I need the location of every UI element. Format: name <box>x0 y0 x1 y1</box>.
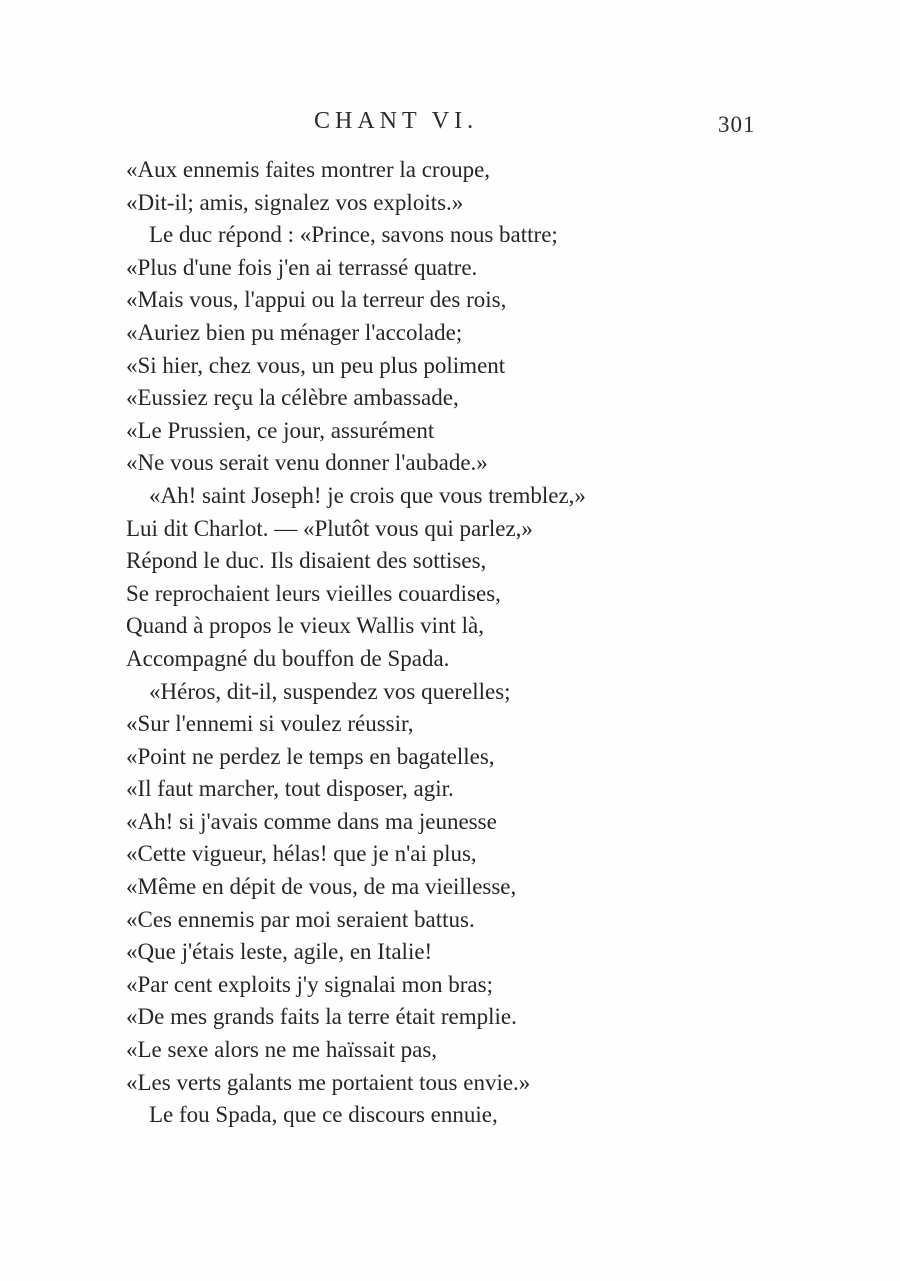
verse-line: «Aux ennemis faites montrer la croupe, <box>126 157 491 182</box>
verse-line: «Même en dépit de vous, de ma vieillesse, <box>126 874 517 900</box>
verse-line: «Plus d'une fois j'en ai terrassé quatre. <box>126 254 478 280</box>
verse-line: «Ah! si j'avais comme dans ma jeunesse <box>126 808 497 834</box>
verse-block <box>126 154 766 1132</box>
verse-line: Le duc répond : «Prince, savons nous battre; <box>149 222 558 248</box>
verse-line: «Ne vous serait venu donner l'aubade.» <box>126 450 488 476</box>
verse-line: «Cette vigueur, hélas! que je n'ai plus, <box>126 841 477 867</box>
verse-line: «Le Prussien, ce jour, assurément <box>126 417 435 443</box>
verse-line: «Auriez bien pu ménager l'accolade; <box>126 319 463 345</box>
verse-line: «Si hier, chez vous, un peu plus poliment <box>126 352 506 378</box>
verse-line: «Ah! saint Joseph! je crois que vous tremblez,» <box>149 482 586 508</box>
verse-line: «Par cent exploits j'y signalai mon bras; <box>126 971 493 997</box>
verse-line: Lui dit Charlot. — «Plutôt vous qui parlez,» <box>126 515 533 541</box>
verse-line: «Dit-il; amis, signalez vos exploits.» <box>126 189 464 215</box>
verse-line: Le fou Spada, que ce discours ennuie, <box>149 1102 498 1128</box>
verse-line: «Le sexe alors ne me haïssait pas, <box>126 1037 438 1063</box>
verse-line: Se reprochaient leurs vieilles couardises, <box>126 580 501 606</box>
running-head <box>0 108 900 142</box>
verse-line: «Ces ennemis par moi seraient battus. <box>126 906 475 932</box>
verse-line: «Point ne perdez le temps en bagatelles, <box>126 743 495 769</box>
verse-line: Quand à propos le vieux Wallis vint là, <box>126 613 484 639</box>
verse-line: «Mais vous, l'appui ou la terreur des rois, <box>126 287 507 313</box>
verse-line: «Eussiez reçu la célèbre ambassade, <box>126 385 459 411</box>
page-number: 301 <box>718 112 756 137</box>
verse-line: «Que j'étais leste, agile, en Italie! <box>126 939 433 965</box>
verse-line: «Les verts galants me portaient tous envie.» <box>126 1069 531 1095</box>
verse-line: «Sur l'ennemi si voulez réussir, <box>126 711 414 737</box>
verse-line: Répond le duc. Ils disaient des sottises, <box>126 548 487 574</box>
verse-line: «Il faut marcher, tout disposer, agir. <box>126 776 454 802</box>
verse-line: Accompagné du bouffon de Spada. <box>126 645 450 671</box>
verse-line: «Héros, dit-il, suspendez vos querelles; <box>149 678 511 704</box>
verse-line: «De mes grands faits la terre était remplie. <box>126 1004 517 1030</box>
chant-title: CHANT VI. <box>314 108 479 134</box>
